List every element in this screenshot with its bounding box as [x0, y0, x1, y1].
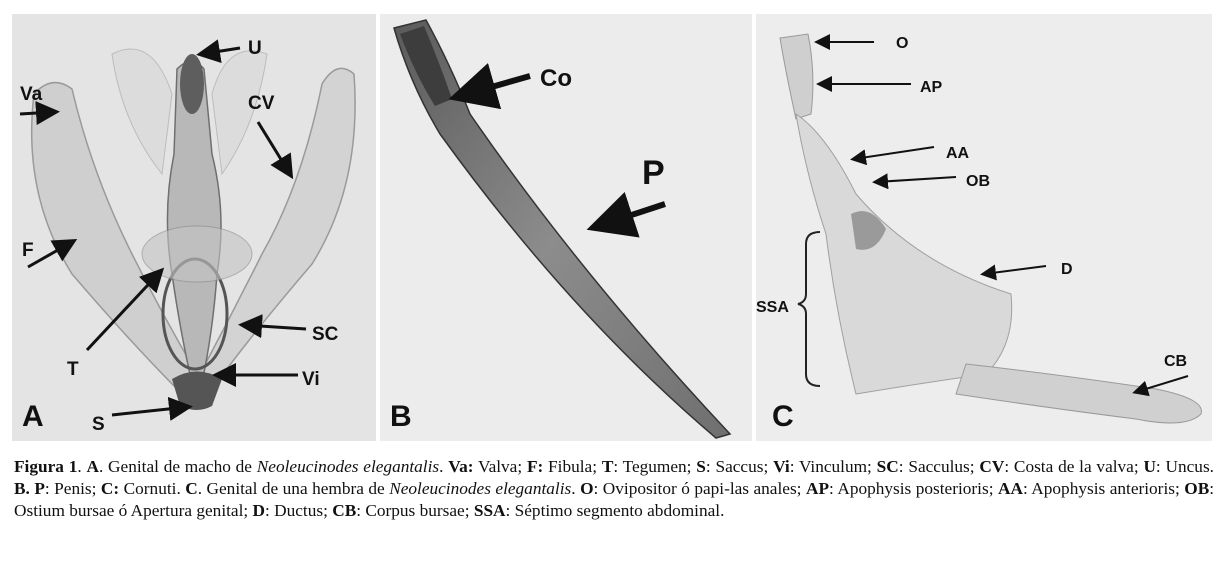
caption-f-label: F:	[526, 457, 544, 476]
arrow-d	[984, 266, 1046, 274]
caption-t-text: : Tegumen;	[613, 457, 697, 476]
panel-a-male-genitalia	[12, 14, 376, 441]
label-ssa: SSA	[756, 299, 789, 316]
panel-c-drawing	[756, 14, 1212, 441]
caption-p-text: : Penis;	[44, 479, 101, 498]
caption-sc-label: SC	[876, 457, 899, 476]
caption-bp-label: B. P	[14, 479, 45, 498]
label-cb: CB	[1164, 353, 1188, 370]
arrow-p	[598, 204, 665, 226]
label-t: T	[67, 359, 79, 380]
left-lobe-shape	[112, 49, 172, 174]
caption-sep: .	[439, 457, 449, 476]
caption-ssa-text: : Séptimo segmento abdominal.	[505, 501, 725, 520]
caption-aa-text: : Apophysis anterioris;	[1022, 479, 1185, 498]
label-p: P	[642, 154, 665, 192]
caption-va-text: Valva;	[473, 457, 527, 476]
caption-c2-label: C	[185, 479, 198, 498]
arrow-aa	[854, 147, 934, 159]
label-d: D	[1061, 261, 1073, 278]
arrow-cb	[1136, 376, 1188, 392]
caption-species: Neoleucinodes elegantalis	[256, 457, 440, 476]
caption-o-text: : Ovipositor ó papi-las anales;	[593, 479, 806, 498]
caption-sep: .	[77, 457, 87, 476]
caption-f-text: Fibula;	[543, 457, 602, 476]
figure-1	[12, 14, 1212, 441]
arrow-cv	[258, 122, 290, 174]
panel-a-letter: A	[22, 400, 44, 433]
panel-a-drawing	[12, 14, 376, 441]
label-va: Va	[20, 84, 43, 105]
caption-t-label: T	[601, 457, 614, 476]
ovipositor-shape	[780, 34, 813, 119]
ssa-brace	[798, 232, 820, 386]
caption-species: Neoleucinodes elegantalis	[389, 479, 572, 498]
caption-c-text: Cornuti.	[119, 479, 186, 498]
caption-s-text: : Saccus;	[705, 457, 774, 476]
caption-ob-text: : Ostium bursae ó Apertura genital;	[14, 479, 1215, 520]
panel-b-drawing	[380, 14, 752, 441]
label-co: Co	[540, 65, 572, 92]
caption-vi-label: Vi	[773, 457, 790, 476]
arrow-va	[20, 112, 54, 114]
panel-b-letter: B	[390, 400, 412, 433]
caption-va-label: Va:	[448, 457, 474, 476]
corpus-bursae-shape	[956, 364, 1201, 423]
label-ap: AP	[920, 79, 943, 96]
label-u: U	[248, 38, 262, 59]
caption-ob-label: OB	[1184, 479, 1210, 498]
label-ob: OB	[966, 173, 990, 190]
arrow-ob	[876, 177, 956, 182]
label-o: O	[896, 35, 909, 52]
caption-a-text: . Genital de macho de	[98, 457, 257, 476]
saccus-shape	[172, 372, 222, 411]
caption-figure-label: Figura 1	[14, 457, 78, 476]
arrow-co	[460, 76, 530, 96]
panel-c-female-genitalia	[756, 14, 1212, 441]
label-s: S	[92, 414, 105, 435]
caption-cb-label: CB	[332, 501, 357, 520]
caption-u-label: U	[1143, 457, 1156, 476]
caption-d-label: D	[252, 501, 266, 520]
caption-aa-label: AA	[998, 479, 1023, 498]
figure-caption	[14, 456, 1214, 522]
panel-c-letter: C	[772, 400, 794, 433]
uncus-shape	[180, 54, 204, 114]
caption-a-label: A	[86, 457, 99, 476]
caption-cv-text: : Costa de la valva;	[1004, 457, 1144, 476]
caption-sep: .	[571, 479, 581, 498]
caption-o-label: O	[580, 479, 594, 498]
caption-s-label: S	[696, 457, 706, 476]
panel-b-penis	[380, 14, 752, 441]
label-f: F	[22, 240, 34, 261]
label-aa: AA	[946, 145, 970, 162]
caption-ap-label: AP	[805, 479, 830, 498]
label-cv: CV	[248, 93, 275, 114]
caption-cb-text: : Corpus bursae;	[356, 501, 474, 520]
caption-u-text: : Uncus.	[1155, 457, 1214, 476]
arrow-s	[112, 407, 187, 415]
caption-c2-text: . Genital de una hembra de	[197, 479, 390, 498]
caption-vi-text: : Vinculum;	[789, 457, 877, 476]
label-vi: Vi	[302, 369, 320, 390]
caption-c-label: C:	[100, 479, 120, 498]
abdominal-segment-shape	[796, 114, 1012, 394]
caption-sc-text: : Sacculus;	[898, 457, 980, 476]
arrow-u	[202, 48, 240, 54]
caption-d-text: : Ductus;	[265, 501, 333, 520]
caption-ap-text: : Apophysis posterioris;	[829, 479, 998, 498]
caption-cv-label: CV	[979, 457, 1005, 476]
label-sc: SC	[312, 324, 339, 345]
caption-ssa-label: SSA	[473, 501, 506, 520]
